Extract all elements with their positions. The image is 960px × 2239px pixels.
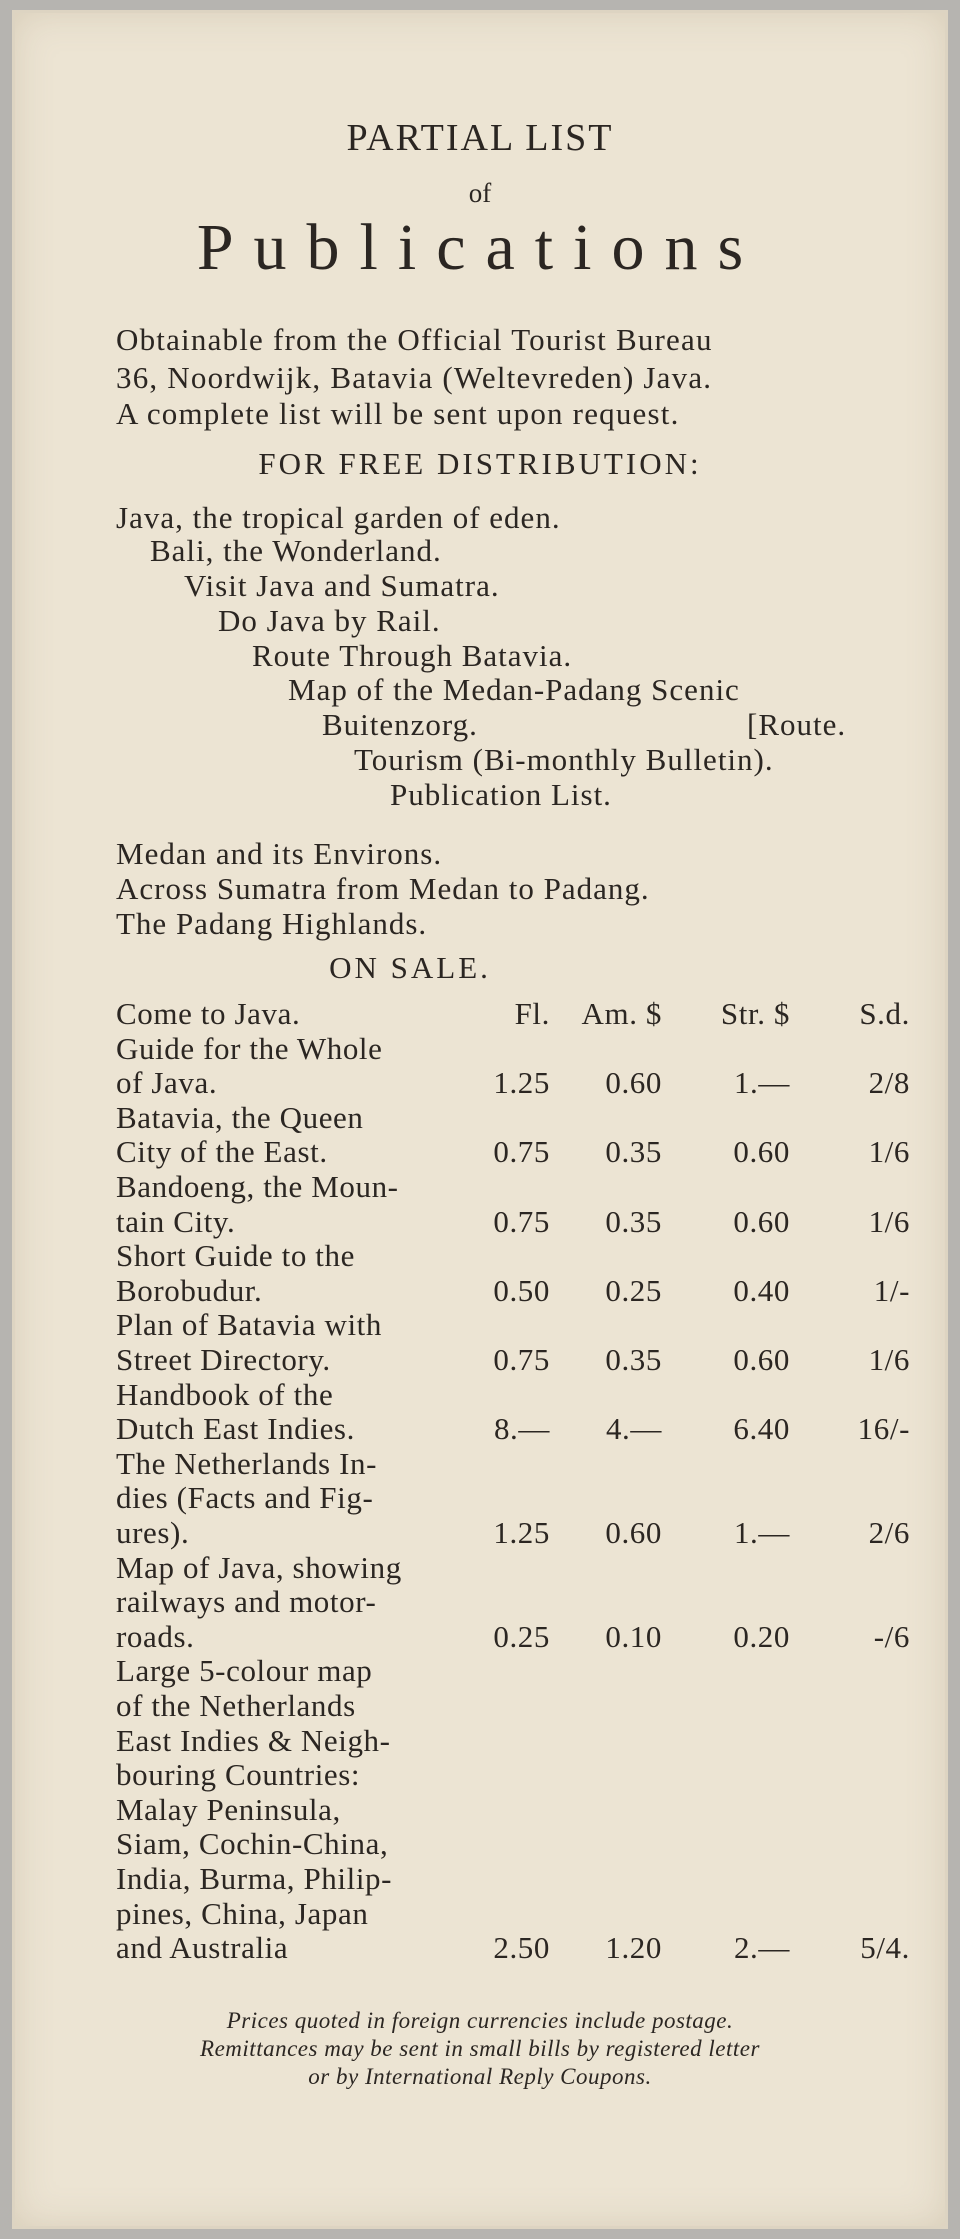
table-row-title: and Australia <box>116 1930 289 1966</box>
free-item: Route Through Batavia. <box>252 638 573 673</box>
free-item: Buitenzorg. <box>322 707 478 742</box>
free-item: Visit Java and Sumatra. <box>184 568 500 603</box>
column-header: Am. $ <box>581 996 662 1031</box>
table-row-title: Siam, Cochin-China, <box>116 1826 389 1862</box>
table-cell-fl: 1.25 <box>493 1515 550 1550</box>
table-cell-str: 0.60 <box>733 1342 790 1377</box>
table-cell-am: 0.25 <box>605 1272 662 1308</box>
table-cell-am: 1.20 <box>605 1930 662 1966</box>
column-header: Str. $ <box>720 996 790 1031</box>
table-row-title: Malay Peninsula, <box>116 1791 341 1827</box>
free-item: Java, the tropical garden of eden. <box>116 500 561 535</box>
table-cell-sd: 2/6 <box>868 1515 910 1550</box>
table-cell-str: 1.— <box>733 1515 790 1550</box>
table-cell-fl: 0.50 <box>493 1272 550 1308</box>
table-cell-fl: 1.25 <box>493 1065 550 1101</box>
table-cell-str: 0.60 <box>733 1134 790 1170</box>
free-item: Tourism (Bi-monthly Bulletin). <box>354 742 774 777</box>
table-row-title: Plan of Batavia with <box>116 1307 382 1343</box>
table-row-title: roads. <box>116 1618 195 1654</box>
table-cell-str: 0.20 <box>733 1618 790 1654</box>
table-cell-sd: 1/- <box>873 1272 910 1308</box>
table-row-title: Street Directory. <box>116 1342 331 1377</box>
table-cell-str: 2.— <box>733 1930 790 1966</box>
free-item-2: The Padang Highlands. <box>116 906 428 941</box>
table-row-title: Map of Java, showing <box>116 1549 402 1585</box>
table-row-title: Handbook of the <box>116 1376 334 1412</box>
table-cell-am: 0.35 <box>605 1203 662 1239</box>
table-row-title: dies (Facts and Fig- <box>116 1480 374 1516</box>
table-row-title: Large 5-colour map <box>116 1653 373 1689</box>
footer-line-1: Prices quoted in foreign currencies include postage. <box>226 2008 734 2033</box>
intro-line-2: 36, Noordwijk, Batavia (Weltevreden) Java. <box>116 360 713 395</box>
free-item: Publication List. <box>390 777 612 812</box>
table-row-title: tain City. <box>116 1203 236 1239</box>
intro-line-3: A complete list will be sent upon request. <box>116 396 680 431</box>
column-header: Fl. <box>514 996 550 1031</box>
heading-partial-list: PARTIAL LIST <box>346 117 614 159</box>
table-cell-sd: 2/8 <box>868 1065 910 1101</box>
table-row-title: Borobudur. <box>116 1272 263 1308</box>
table-cell-fl: 8.— <box>493 1411 550 1447</box>
heading-publications: Publications <box>196 211 764 284</box>
table-cell-sd: -/6 <box>873 1618 910 1654</box>
table-row-title: Come to Java. <box>116 996 301 1031</box>
table-cell-str: 0.60 <box>733 1203 790 1239</box>
free-item: [Route. <box>747 707 847 742</box>
table-row-title: of Java. <box>116 1065 218 1101</box>
table-cell-fl: 0.75 <box>493 1342 550 1377</box>
free-item: Do Java by Rail. <box>218 603 441 638</box>
table-cell-am: 0.10 <box>605 1618 662 1654</box>
table-cell-fl: 0.75 <box>493 1134 550 1170</box>
table-cell-str: 1.— <box>733 1065 790 1101</box>
table-cell-fl: 0.25 <box>493 1618 550 1654</box>
table-cell-am: 0.35 <box>605 1134 662 1170</box>
footer-line-3: or by International Reply Coupons. <box>308 2064 652 2089</box>
table-cell-am: 0.60 <box>605 1515 662 1550</box>
free-item: Bali, the Wonderland. <box>150 533 442 568</box>
free-item: Map of the Medan-Padang Scenic <box>288 672 740 707</box>
table-cell-str: 0.40 <box>733 1272 790 1308</box>
free-item-2: Medan and its Environs. <box>116 836 443 871</box>
table-row-title: bouring Countries: <box>116 1757 361 1793</box>
table-cell-sd: 1/6 <box>868 1342 910 1377</box>
table-row-title: pines, China, Japan <box>116 1895 369 1931</box>
table-cell-am: 4.— <box>605 1411 662 1447</box>
free-distribution-header: FOR FREE DISTRIBUTION: <box>258 446 702 481</box>
heading-of: of <box>468 178 492 208</box>
table-cell-sd: 16/- <box>857 1411 910 1447</box>
table-cell-fl: 2.50 <box>493 1930 550 1966</box>
table-row-title: Dutch East Indies. <box>116 1411 355 1447</box>
table-cell-sd: 1/6 <box>868 1203 910 1239</box>
table-row-title: railways and motor- <box>116 1584 377 1620</box>
table-row-title: Short Guide to the <box>116 1238 355 1274</box>
table-row-title: Guide for the Whole <box>116 1030 383 1066</box>
free-item-2: Across Sumatra from Medan to Padang. <box>116 871 650 906</box>
table-cell-am: 0.35 <box>605 1342 662 1377</box>
intro-line-1: Obtainable from the Official Tourist Bureau <box>116 322 713 357</box>
footer-line-2: Remittances may be sent in small bills by registered letter <box>200 2036 760 2061</box>
on-sale-header: ON SALE. <box>329 950 491 985</box>
table-row-title: City of the East. <box>116 1134 328 1170</box>
table-row-title: East Indies & Neigh- <box>116 1722 391 1758</box>
table-row-title: of the Netherlands <box>116 1688 356 1723</box>
table-cell-sd: 1/6 <box>868 1134 910 1170</box>
table-row-title: The Netherlands In- <box>116 1445 378 1481</box>
table-cell-am: 0.60 <box>605 1065 662 1101</box>
table-row-title: Bandoeng, the Moun- <box>116 1169 399 1204</box>
table-row-title: India, Burma, Philip- <box>116 1861 393 1896</box>
table-row-title: Batavia, the Queen <box>116 1099 364 1135</box>
table-cell-fl: 0.75 <box>493 1203 550 1239</box>
table-cell-sd: 5/4. <box>860 1930 910 1966</box>
column-header: S.d. <box>859 996 910 1031</box>
table-row-title: ures). <box>116 1515 190 1550</box>
table-cell-str: 6.40 <box>733 1411 790 1447</box>
